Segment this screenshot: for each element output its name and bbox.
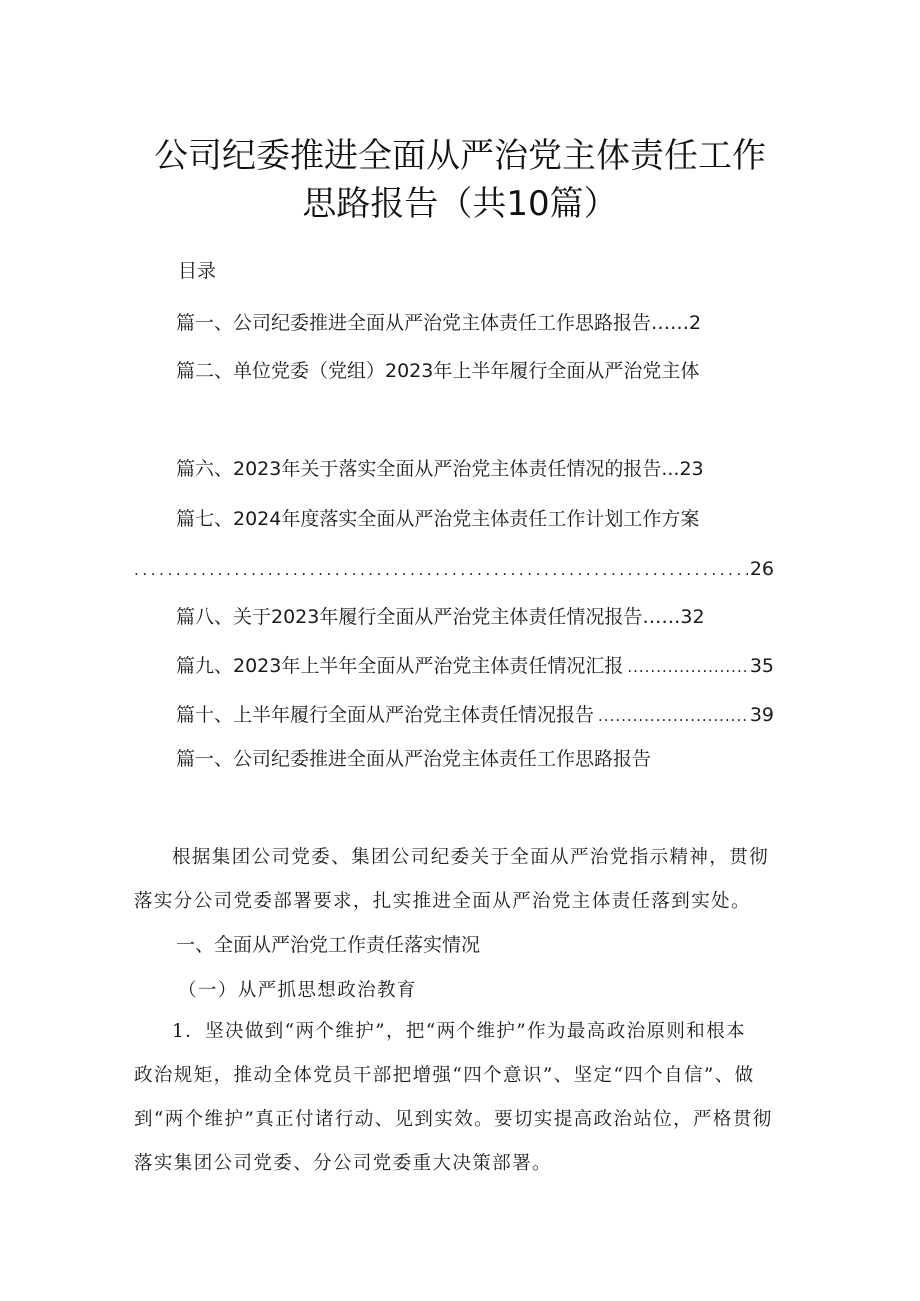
- toc-page-number: 39: [749, 704, 774, 726]
- document-title-line2: 思路报告（共10篇）: [302, 184, 618, 224]
- toc-entry-1[interactable]: 篇一、公司纪委推进全面从严治党主体责任工作思路报告……2: [176, 312, 702, 334]
- toc-entry-label: 篇十、上半年履行全面从严治党主体责任情况报告: [176, 704, 595, 726]
- toc-entry-7[interactable]: 篇七、2024年度落实全面从严治党主体责任工作计划工作方案: [176, 508, 700, 530]
- toc-entry-7-leader-row[interactable]: [134, 554, 774, 585]
- toc-dot-leader: [134, 555, 750, 585]
- toc-entry-2[interactable]: 篇二、单位党委（党组）2023年上半年履行全面从严治党主体: [176, 360, 700, 382]
- paragraph-line: 落实分公司党委部署要求，扎实推进全面从严治党主体责任落到实处。: [134, 891, 751, 912]
- intro-paragraph: [134, 836, 790, 924]
- paragraph-line: 到“两个维护”真正付诸行动、见到实效。要切实提高政治站位，严格贯彻: [134, 1109, 773, 1130]
- toc-dot-leader: [627, 652, 745, 682]
- section-title: 篇一、公司纪委推进全面从严治党主体责任工作思路报告: [176, 748, 652, 770]
- paragraph-line: 根据集团公司党委、集团公司纪委关于全面从严治党指示精神，贯彻: [172, 847, 770, 868]
- toc-dot-leader: [598, 701, 746, 731]
- paragraph-line: 1．坚决做到“两个维护”，把“两个维护”作为最高政治原则和根本: [172, 1021, 747, 1042]
- toc-heading: 目录: [178, 260, 217, 282]
- toc-entry-9[interactable]: [176, 651, 774, 682]
- toc-page-number: 35: [749, 655, 774, 677]
- document-title-line1: 公司纪委推进全面从严治党主体责任工作: [154, 136, 766, 176]
- toc-entry-label: 篇九、2023年上半年全面从严治党主体责任情况汇报: [176, 655, 624, 677]
- toc-entry-6[interactable]: 篇六、2023年关于落实全面从严治党主体责任情况的报告...23: [176, 458, 704, 480]
- toc-entry-8[interactable]: 篇八、关于2023年履行全面从严治党主体责任情况报告……32: [176, 606, 705, 628]
- body-paragraph-1: [134, 1010, 790, 1186]
- paragraph-line: 政治规矩，推动全体党员干部把增强“四个意识”、坚定“四个自信”、做: [134, 1065, 755, 1086]
- heading-level1: 一、全面从严治党工作责任落实情况: [176, 934, 481, 956]
- paragraph-line: 落实集团公司党委、分公司党委重大决策部署。: [134, 1153, 552, 1174]
- toc-page-number: 26: [749, 558, 774, 580]
- heading-level2: （一）从严抓思想政治教育: [178, 980, 417, 1001]
- toc-entry-10[interactable]: [176, 700, 774, 731]
